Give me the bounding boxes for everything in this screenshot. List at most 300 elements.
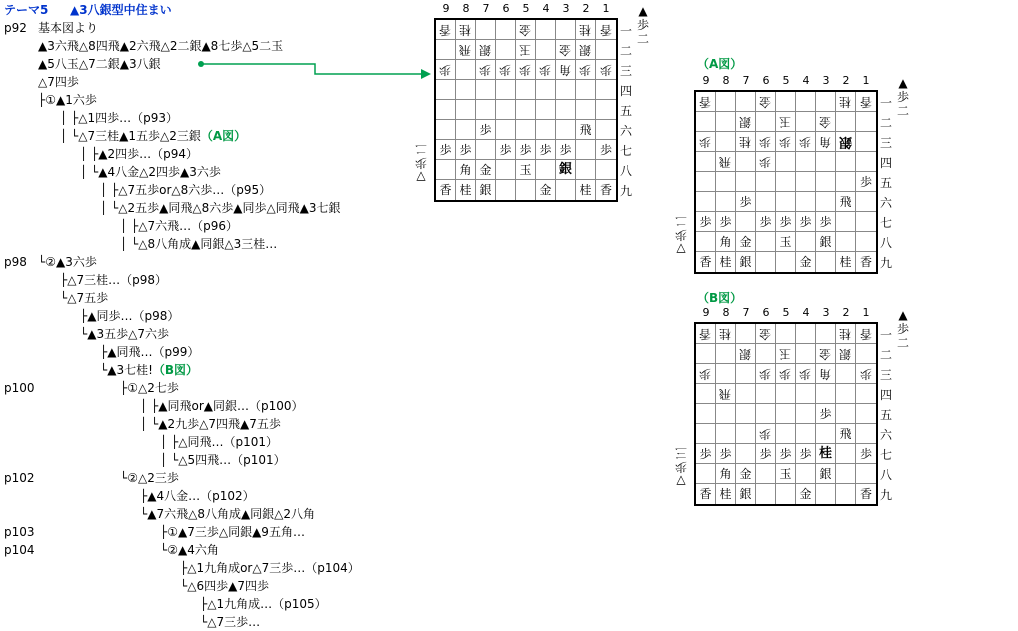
shogi-piece: 飛: [839, 426, 852, 441]
shogi-piece: 香: [599, 183, 612, 197]
tree-line: [60, 290, 108, 306]
board-square: [856, 212, 876, 232]
tree-line-text: ├△1九角成…（p105）: [200, 597, 327, 611]
board-square: [556, 40, 576, 60]
tree-line-text: └△6四歩▲7四歩: [180, 579, 269, 593]
theme-label: テーマ5: [4, 3, 49, 17]
column-label: 8: [722, 306, 730, 319]
board-square: [496, 120, 516, 140]
shogi-piece: 歩: [519, 142, 532, 157]
shogi-piece: 飛: [579, 122, 592, 137]
board-square: [596, 80, 616, 100]
shogi-piece: 歩: [759, 134, 772, 149]
column-label: 4: [802, 306, 810, 319]
board-square: [496, 40, 516, 60]
shogi-piece: 銀: [819, 234, 832, 249]
shogi-piece: 桂: [719, 326, 732, 341]
board-square: [696, 324, 716, 344]
board-square: [796, 112, 816, 132]
shogi-piece: 香: [439, 22, 452, 37]
shogi-piece: 香: [599, 22, 612, 37]
shogi-piece: 銀: [839, 346, 852, 361]
board-square: [796, 92, 816, 112]
row-label: 三: [880, 135, 893, 150]
board-square: [816, 464, 836, 484]
tree-line-text: │ ├△7五歩or△8六歩…（p95）: [100, 183, 272, 197]
gote-hand: ▽歩三: [675, 446, 688, 488]
board-square: [796, 424, 816, 444]
tree-line: [160, 452, 286, 468]
column-label: 1: [602, 2, 610, 15]
shogi-piece: 歩: [759, 214, 772, 229]
shogi-piece: 歩: [779, 214, 792, 229]
board-square: [856, 464, 876, 484]
diagram-tag: （A図）: [200, 129, 247, 143]
board-square: [776, 152, 796, 172]
board-square: [816, 424, 836, 444]
board-square: [576, 140, 596, 160]
shogi-piece: 歩: [779, 446, 792, 461]
tree-line: [80, 326, 169, 342]
board-square: [536, 20, 556, 40]
board-square: [816, 192, 836, 212]
row-label: 九: [880, 487, 893, 502]
shogi-piece: 角: [719, 466, 732, 481]
page-ref: p92: [4, 21, 27, 35]
board-square: [836, 384, 856, 404]
board-square: [436, 140, 456, 160]
tree-line: [80, 308, 179, 324]
shogi-piece: 歩: [819, 214, 832, 229]
board-square: [596, 160, 616, 180]
board-square: [836, 404, 856, 424]
column-label: 9: [702, 74, 710, 87]
shogi-piece: 飛: [719, 154, 732, 169]
board-square: [716, 192, 736, 212]
shogi-piece: 歩: [699, 366, 712, 381]
row-label: 五: [880, 407, 893, 422]
board-square: [556, 80, 576, 100]
board-square: [696, 384, 716, 404]
move-line-3: △7四歩: [38, 75, 79, 89]
shogi-piece: 歩: [779, 134, 792, 149]
tree-line: [140, 398, 304, 414]
board-square: [836, 324, 856, 344]
board-square: [796, 364, 816, 384]
gote-hand: ▽歩二: [675, 214, 688, 256]
shogi-piece: 歩: [439, 142, 452, 157]
tree-line: [38, 254, 97, 270]
board-square: [476, 180, 496, 200]
board-square: [456, 160, 476, 180]
board-square: [756, 132, 776, 152]
board-square: [696, 464, 716, 484]
shogi-piece: 歩: [459, 142, 472, 157]
shogi-piece: 銀: [579, 42, 592, 57]
page-ref: p102: [4, 471, 35, 485]
board-square: [516, 80, 536, 100]
board-square: [776, 344, 796, 364]
row-label: 四: [880, 387, 893, 402]
board-square: [776, 404, 796, 424]
shogi-piece: 桂: [719, 487, 732, 501]
tree-line: [60, 128, 246, 144]
shogi-piece: 歩: [739, 194, 752, 209]
tree-line: [100, 362, 198, 378]
board-square: [516, 20, 536, 40]
shogi-piece: 玉: [779, 466, 792, 481]
board-square: [576, 60, 596, 80]
shogi-piece: 銀: [739, 487, 752, 501]
board-square: [756, 464, 776, 484]
tree-line-text: └▲3五歩△7六歩: [80, 327, 169, 341]
row-label: 一: [880, 327, 893, 342]
column-label: 6: [502, 2, 510, 15]
tree-line-text: │ ├△7六飛…（p96）: [120, 219, 239, 233]
board-square: [816, 92, 836, 112]
board-square: [696, 252, 716, 272]
board-square: [756, 112, 776, 132]
tree-line-text: └▲3七桂!: [100, 363, 153, 377]
board-square: [836, 364, 856, 384]
board-square: [736, 112, 756, 132]
board-square: [456, 20, 476, 40]
board-square: [716, 92, 736, 112]
tree-line-text: ├△7三桂…（p98）: [60, 273, 167, 287]
shogi-piece: 香: [439, 183, 452, 197]
tree-line-text: │ ├▲同飛or▲同銀…（p100）: [140, 399, 304, 413]
board-square: [716, 364, 736, 384]
board-square: [856, 92, 876, 112]
board-square: [736, 232, 756, 252]
shogi-piece: 桂: [459, 183, 472, 197]
board-square: [836, 484, 856, 504]
shogi-piece: 歩: [799, 366, 812, 381]
shogi-piece: 歩: [819, 406, 832, 421]
board-square: [776, 252, 796, 272]
board-square: [696, 172, 716, 192]
board-square: [696, 192, 716, 212]
shogi-piece: 飛: [459, 42, 472, 57]
board-square: [576, 40, 596, 60]
shogi-piece: 歩: [499, 142, 512, 157]
board-square: [436, 180, 456, 200]
board-square: [556, 140, 576, 160]
tree-line: [60, 272, 167, 288]
board-square: [476, 100, 496, 120]
board-square: [716, 424, 736, 444]
board-square: [756, 324, 776, 344]
tree-line-text: └△7五歩: [60, 291, 109, 305]
column-label: 9: [702, 306, 710, 319]
board-square: [816, 404, 836, 424]
board-square: [796, 464, 816, 484]
board-square: [836, 232, 856, 252]
board-square: [856, 484, 876, 504]
board-square: [816, 344, 836, 364]
tree-line-text: │ ├△1四歩…（p93）: [60, 111, 179, 125]
shogi-piece: 銀: [739, 346, 752, 361]
tree-line-text: ├▲4八金…（p102）: [140, 489, 255, 503]
board-square: [756, 384, 776, 404]
shogi-piece: 歩: [599, 142, 612, 157]
board-square: [696, 344, 716, 364]
tree-line-text: │ └▲4八金△2四歩▲3六歩: [80, 165, 221, 179]
board-square: [476, 80, 496, 100]
board-square: [736, 404, 756, 424]
sente-hand: ▲歩二: [636, 4, 649, 46]
board-square: [816, 484, 836, 504]
board-square: [756, 212, 776, 232]
board-square: [456, 40, 476, 60]
tree-line: [100, 200, 341, 216]
shogi-piece: 桂: [579, 22, 592, 37]
board-square: [516, 180, 536, 200]
tree-line: [100, 182, 271, 198]
board-square: [536, 100, 556, 120]
board-square: [756, 484, 776, 504]
shogi-piece: 歩: [599, 62, 612, 77]
row-label: 二: [620, 43, 633, 58]
shogi-piece: 歩: [759, 446, 772, 461]
shogi-piece: 金: [759, 94, 772, 109]
board-square: [756, 364, 776, 384]
board-square: [816, 212, 836, 232]
column-label: 5: [782, 74, 790, 87]
shogi-piece: 金: [799, 255, 812, 269]
board-square: [716, 404, 736, 424]
shogi-piece: 桂: [818, 446, 832, 461]
shogi-piece: 香: [699, 255, 712, 269]
column-label: 4: [542, 2, 550, 15]
board-square: [856, 344, 876, 364]
tree-line: [180, 578, 269, 594]
board-square: [696, 152, 716, 172]
shogi-piece: 香: [859, 94, 872, 109]
board-square: [836, 212, 856, 232]
board-square: [516, 60, 536, 80]
shogi-piece: 銀: [819, 466, 832, 481]
column-label: 2: [582, 2, 590, 15]
board-square: [456, 180, 476, 200]
diagram-a-label: （A図）: [697, 57, 743, 71]
board-square: [856, 364, 876, 384]
shogi-piece: 角: [559, 62, 572, 77]
shogi-piece: 桂: [839, 326, 852, 341]
tree-line: [38, 92, 97, 108]
board-square: [796, 324, 816, 344]
shogi-piece: 銀: [479, 183, 492, 197]
row-label: 四: [880, 155, 893, 170]
shogi-piece: 角: [819, 134, 832, 149]
tree-line-text: │ └▲2九歩△7四飛▲7五歩: [140, 417, 281, 431]
tree-line-text: │ ├△同飛…（p101）: [160, 435, 279, 449]
shogi-piece: 歩: [559, 142, 572, 157]
board-square: [696, 364, 716, 384]
shogi-piece: 歩: [699, 134, 712, 149]
board-square: [696, 444, 716, 464]
board-square: [776, 232, 796, 252]
column-label: 5: [522, 2, 530, 15]
shogi-piece: 銀: [739, 114, 752, 129]
board-square: [496, 140, 516, 160]
shogi-piece: 金: [539, 183, 552, 197]
board-square: [796, 252, 816, 272]
tree-line: [80, 146, 198, 162]
row-label: 四: [620, 83, 633, 98]
board-square: [556, 60, 576, 80]
tree-line: [60, 110, 178, 126]
column-labels: [436, 2, 616, 15]
board-square: [756, 424, 776, 444]
page-ref: p104: [4, 543, 35, 557]
shogi-piece: 歩: [859, 174, 872, 189]
board-square: [756, 172, 776, 192]
row-label: 六: [880, 195, 893, 210]
board-square: [756, 232, 776, 252]
board-square: [756, 344, 776, 364]
tree-line-text: ├①▲1六歩: [38, 93, 97, 107]
board-square: [436, 20, 456, 40]
board-square: [716, 384, 736, 404]
tree-line-text: │ └△2五歩▲同飛△8六歩▲同歩△同飛▲3七銀: [100, 201, 341, 215]
board-square: [736, 464, 756, 484]
board-square: [536, 60, 556, 80]
board-square: [776, 424, 796, 444]
tree-line: [160, 524, 305, 540]
board-square: [776, 172, 796, 192]
shogi-piece: 銀: [838, 134, 852, 149]
board-square: [836, 152, 856, 172]
board-square: [836, 464, 856, 484]
tree-line: [160, 434, 278, 450]
row-label: 五: [880, 175, 893, 190]
board-square: [736, 324, 756, 344]
shogi-piece: 歩: [439, 62, 452, 77]
board-square: [716, 132, 736, 152]
tree-line: [120, 236, 277, 252]
board-square: [536, 160, 556, 180]
shogi-piece: 歩: [799, 214, 812, 229]
shogi-piece: 金: [559, 42, 572, 57]
column-labels: [696, 74, 876, 87]
board-square: [856, 192, 876, 212]
board-square: [496, 100, 516, 120]
board-square: [496, 20, 516, 40]
shogi-piece: 歩: [799, 134, 812, 149]
board-square: [736, 172, 756, 192]
board-square: [796, 172, 816, 192]
shogi-piece: 金: [739, 234, 752, 249]
shogi-piece: 歩: [759, 154, 772, 169]
column-label: 8: [722, 74, 730, 87]
shogi-piece: 玉: [519, 162, 532, 177]
tree-line: [180, 560, 360, 576]
board-square: [556, 20, 576, 40]
board-square: [776, 464, 796, 484]
tree-line-text: └▲7六飛△8八角成▲同銀△2八角: [140, 507, 316, 521]
board-square: [556, 180, 576, 200]
shogi-piece: 玉: [779, 234, 792, 249]
board-square: [776, 212, 796, 232]
board-square: [796, 152, 816, 172]
board-square: [736, 132, 756, 152]
board-square: [596, 60, 616, 80]
shogi-piece: 歩: [759, 426, 772, 441]
board-square: [856, 232, 876, 252]
board-grid: [694, 322, 878, 506]
shogi-piece: 銀: [739, 255, 752, 269]
column-label: 7: [482, 2, 490, 15]
row-label: 一: [880, 95, 893, 110]
board-square: [736, 484, 756, 504]
board-square: [696, 404, 716, 424]
board-square: [736, 444, 756, 464]
board-square: [816, 444, 836, 464]
row-label: 二: [880, 347, 893, 362]
board-square: [856, 152, 876, 172]
shogi-piece: 歩: [539, 142, 552, 157]
board-square: [736, 92, 756, 112]
board-square: [576, 100, 596, 120]
board-square: [716, 232, 736, 252]
shogi-piece: 金: [759, 326, 772, 341]
board-square: [816, 324, 836, 344]
tree-line-text: ├①△2七歩: [120, 381, 179, 395]
column-label: 2: [842, 74, 850, 87]
row-label: 七: [620, 143, 633, 158]
tree-line: [120, 470, 179, 486]
board-square: [456, 140, 476, 160]
board-square: [436, 60, 456, 80]
shogi-piece: 玉: [519, 42, 532, 57]
shogi-piece: 桂: [839, 255, 852, 269]
board-square: [716, 464, 736, 484]
row-labels: [880, 92, 892, 272]
tree-line-text: ├▲同歩…（p98）: [80, 309, 180, 323]
board-square: [816, 252, 836, 272]
board-square: [716, 444, 736, 464]
shogi-piece: 角: [819, 366, 832, 381]
move-line-2: ▲5八玉△7二銀▲3八銀: [38, 57, 161, 71]
board-square: [436, 120, 456, 140]
board-square: [736, 384, 756, 404]
column-label: 5: [782, 306, 790, 319]
gote-hand: ▽歩二: [415, 142, 428, 184]
tree-line: [140, 488, 255, 504]
shogi-piece: 桂: [739, 134, 752, 149]
board-square: [496, 180, 516, 200]
board-square: [696, 112, 716, 132]
board-square: [856, 252, 876, 272]
board-square: [856, 132, 876, 152]
board-square: [476, 140, 496, 160]
shogi-piece: 金: [819, 114, 832, 129]
board-square: [856, 384, 876, 404]
board-square: [836, 344, 856, 364]
board-square: [696, 484, 716, 504]
board-square: [516, 100, 536, 120]
board-square: [836, 192, 856, 212]
board-grid: [694, 90, 878, 274]
row-labels: [620, 20, 632, 200]
theme-title: ▲3八銀型中住まい: [70, 3, 172, 17]
shogi-piece: 歩: [499, 62, 512, 77]
shogi-piece: 歩: [699, 214, 712, 229]
column-label: 3: [822, 306, 830, 319]
board-square: [756, 404, 776, 424]
column-label: 2: [842, 306, 850, 319]
